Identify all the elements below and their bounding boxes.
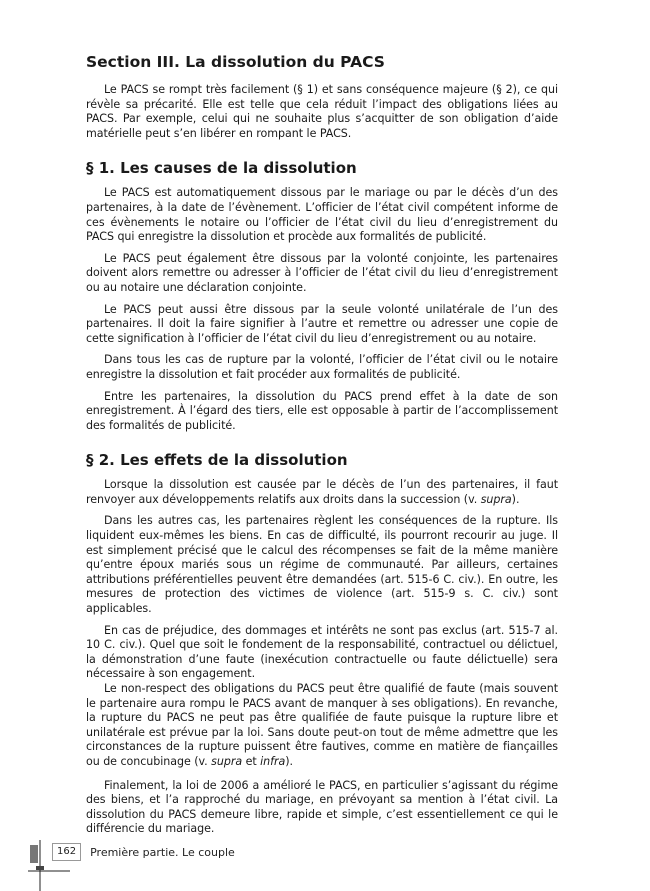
s2-paragraph-1 [86,478,558,507]
s2-p1-text-a: Lorsque la dissolution est causée par le décès de l’un des partenaires, il faut renvoyer aux développements relatifs aux droits dans la succession (v. [86,478,558,506]
s2-p1-text-b: ). [511,492,520,506]
page-number: 162 [52,843,81,861]
s2-paragraph-4 [86,682,558,770]
page-footer [52,843,235,861]
s1-paragraph-2: Le PACS peut également être dissous par la volonté conjointe, les partenaires doivent alors remettre ou adresser à l’officier de l’état civil du lieu d’enregistrement ou au notaire une déclaration conjointe. [86,251,558,294]
s2-p4-text-mid: et [242,754,261,768]
s1-paragraph-1: Le PACS est automatiquement dissous par le mariage ou par le décès d’un des partenaires, à la date de l’évènement. L’officier de l’état civil compétent informe de ces évènements le notaire ou l’officier de l’état civil du lieu d’enregistrement du PACS qui enregistre la dissolution et procède aux formalités de publicité. [86,186,558,244]
s2-p4-text-b: ). [285,754,294,768]
s2-paragraph-3: En cas de préjudice, des dommages et intérêts ne sont pas exclus (art. 515-7 al. 10 C. civ.). Quel que soit le fondement de la responsabilité, contractuel ou délictuel, la démonstration d’une faute (inexécution contractuelle ou faute délictuelle) sera nécessaire à son engagement. [86,623,558,681]
s2-paragraph-5: Finalement, la loi de 2006 a amélioré le PACS, en particulier s’agissant du régime des biens, et l’a rapproché du mariage, en prévoyant sa mention à l’état civil. La dissolution du PACS demeure libre, rapide et simple, c’est essentiellement ce qui le différencie du mariage. [86,778,558,836]
s2-p4-text-a: Le non-respect des obligations du PACS peut être qualifié de faute (mais souvent le partenaire aura rompu le PACS avant de manquer à ses obligations). En revanche, la rupture du PACS ne peut pas être qualifiée de faute puisque la rupture libre et unilatérale est prévue par la loi. Sans doute peut-on tout de même admettre que les circonstances de la rupture puissent être fautives, comme en matière de fiançailles ou de concubinage (v. [86,682,558,768]
page-body [86,52,558,844]
s2-p4-italic-1: supra [211,754,243,768]
footer-part-title: Première partie. Le couple [90,845,235,859]
s1-paragraph-5: Entre les partenaires, la dissolution du PACS prend effet à la date de son enregistrement. À l’égard des tiers, elle est opposable à partir de l’accomplissement des formalités de publicité. [86,389,558,432]
s1-paragraph-3: Le PACS peut aussi être dissous par la seule volonté unilatérale de l’un des partenaires. Il doit la faire signifier à l’autre et remettre ou adresser une copie de cette signification à l’officier de l’état civil du lieu d’enregistrement ou au notaire. [86,302,558,345]
s1-paragraph-4: Dans tous les cas de rupture par la volonté, l’officier de l’état civil ou le notaire enregistre la dissolution et fait procéder aux formalités de publicité. [86,353,558,381]
intro-paragraph: Le PACS se rompt très facilement (§ 1) et sans conséquence majeure (§ 2), ce qui révèle sa précarité. Elle est telle que cela réduit l’impact des obligations liées au PACS. Par exemple, celui qui ne souhaite plus s’acquitter de son obligation d’aide matérielle peut s’en libérer en rompant le PACS. [86,83,558,140]
crop-mark-block [30,845,38,863]
s2-paragraph-2: Dans les autres cas, les partenaires règlent les conséquences de la rupture. Ils liquident eux-mêmes les biens. En cas de difficulté, ils pourront recourir au juge. Il est simplement précisé que le calcul des récompenses se fait de la même manière qu’entre époux mariés sous un régime de communauté. Par ailleurs, certaines attributions préférentielles peuvent être demandées (art. 515-6 C. civ.). En outre, les mesures de protection des victimes de violence (art. 515-9 s. C. civ.) sont applicables. [86,514,558,616]
subsection-1-title: § 1. Les causes de la dissolution [86,159,357,178]
section-title: Section III. La dissolution du PACS [86,53,385,71]
crop-mark-small [36,866,44,870]
s2-p4-italic-2: infra [260,754,286,768]
s2-p1-italic: supra [480,492,512,506]
subsection-2-title: § 2. Les effets de la dissolution [86,451,348,470]
